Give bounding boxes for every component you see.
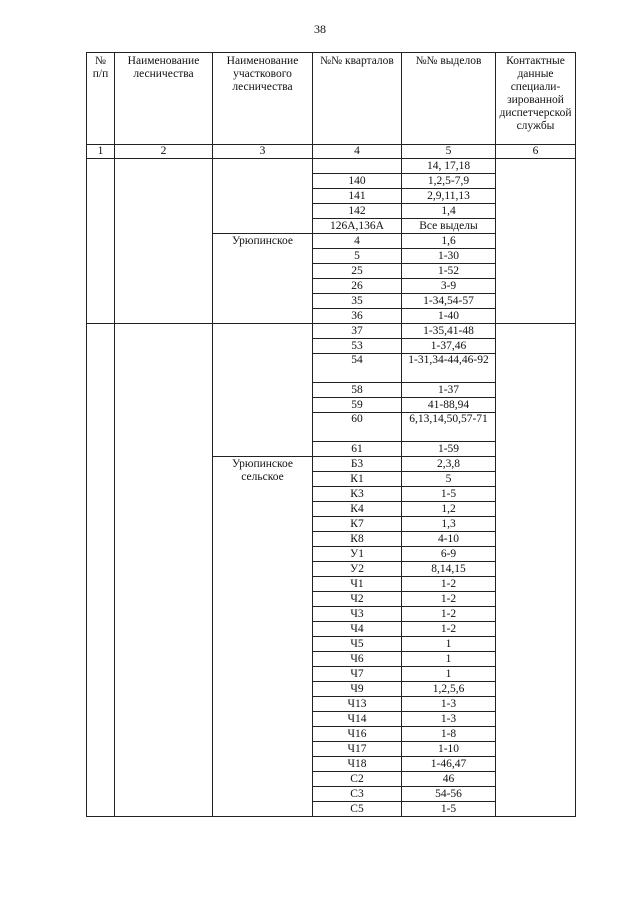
header-quarters: №№ кварталов [313,53,402,145]
cell-quarter: К3 [313,487,402,502]
cell-plots: 1-10 [402,742,496,757]
cell-plots: 1-31,34-44,46-92 [402,354,496,383]
cell-plots: 1-2 [402,592,496,607]
cell-quarter: К4 [313,502,402,517]
cell-plots: 8,14,15 [402,562,496,577]
cell-dispatch-contacts [496,324,576,817]
cell-plots: 1-3 [402,697,496,712]
cell-quarter: Ч6 [313,652,402,667]
cell-plots: 1,2 [402,502,496,517]
page-number: 38 [314,22,326,36]
cell-district-forestry: Урюпинское [213,234,313,324]
cell-quarter [313,159,402,174]
cell-quarter: 54 [313,354,402,383]
cell-plots: 5 [402,472,496,487]
cell-plots: 1-40 [402,309,496,324]
cell-quarter: Ч1 [313,577,402,592]
cell-forestry [115,324,213,817]
cell-quarter: 36 [313,309,402,324]
cell-quarter: 61 [313,442,402,457]
cell-quarter: У2 [313,562,402,577]
column-number-row [87,145,576,159]
table-row [87,324,576,339]
cell-quarter: 59 [313,398,402,413]
cell-plots: Все выделы [402,219,496,234]
table-body [87,159,576,817]
cell-quarter: 26 [313,279,402,294]
cell-quarter: 5 [313,249,402,264]
cell-quarter: Ч9 [313,682,402,697]
cell-quarter: К7 [313,517,402,532]
cell-plots: 1 [402,667,496,682]
cell-quarter: С2 [313,772,402,787]
forestry-table [86,52,576,817]
cell-quarter: 60 [313,413,402,442]
cell-quarter: Ч4 [313,622,402,637]
cell-quarter: 141 [313,189,402,204]
cell-quarter: К1 [313,472,402,487]
cell-forestry [115,159,213,324]
column-number: 3 [213,145,313,159]
cell-quarter: Ч3 [313,607,402,622]
cell-quarter: 142 [313,204,402,219]
cell-plots: 46 [402,772,496,787]
cell-plots: 1-37,46 [402,339,496,354]
cell-plots: 1-59 [402,442,496,457]
cell-plots: 1-2 [402,622,496,637]
cell-number [87,324,115,817]
cell-quarter: Б3 [313,457,402,472]
cell-plots: 1,4 [402,204,496,219]
column-number: 5 [402,145,496,159]
cell-plots: 1,2,5,6 [402,682,496,697]
cell-plots: 2,3,8 [402,457,496,472]
cell-plots: 1-2 [402,607,496,622]
column-number: 4 [313,145,402,159]
cell-plots: 1-37 [402,383,496,398]
cell-number [87,159,115,324]
cell-plots: 6,13,14,50,57-71 [402,413,496,442]
cell-plots: 6-9 [402,547,496,562]
cell-plots: 14, 17,18 [402,159,496,174]
header-dispatch-contacts: Контактные данные специали-зированной диспетчерской службы [496,53,576,145]
cell-plots: 1-3 [402,712,496,727]
cell-dispatch-contacts [496,159,576,324]
header-district-forestry: Наименование участкового лесничества [213,53,313,145]
column-number: 1 [87,145,115,159]
cell-quarter: Ч5 [313,637,402,652]
cell-district-forestry: Урюпинское сельское [213,457,313,817]
cell-plots: 1-34,54-57 [402,294,496,309]
cell-quarter: Ч7 [313,667,402,682]
cell-quarter: 25 [313,264,402,279]
cell-district-empty [213,159,313,234]
cell-district-empty [213,324,313,457]
cell-plots: 4-10 [402,532,496,547]
cell-plots: 1-30 [402,249,496,264]
cell-quarter: 37 [313,324,402,339]
table-row [87,159,576,174]
cell-quarter: Ч2 [313,592,402,607]
header-number: № п/п [87,53,115,145]
cell-plots: 1,2,5-7,9 [402,174,496,189]
header-row [87,53,576,145]
column-number: 6 [496,145,576,159]
cell-plots: 1-8 [402,727,496,742]
cell-quarter: 35 [313,294,402,309]
cell-plots: 1-5 [402,487,496,502]
header-plots: №№ выделов [402,53,496,145]
cell-plots: 1 [402,637,496,652]
cell-quarter: Ч17 [313,742,402,757]
cell-quarter: Ч18 [313,757,402,772]
cell-quarter: Ч13 [313,697,402,712]
cell-plots: 1-52 [402,264,496,279]
column-number: 2 [115,145,213,159]
cell-plots: 1-35,41-48 [402,324,496,339]
cell-plots: 2,9,11,13 [402,189,496,204]
cell-quarter: 126А,136А [313,219,402,234]
cell-quarter: С3 [313,787,402,802]
cell-plots: 1-46,47 [402,757,496,772]
cell-quarter: У1 [313,547,402,562]
cell-plots: 41-88,94 [402,398,496,413]
cell-quarter: К8 [313,532,402,547]
cell-plots: 1,6 [402,234,496,249]
cell-plots: 3-9 [402,279,496,294]
cell-quarter: 53 [313,339,402,354]
cell-quarter: 140 [313,174,402,189]
header-forestry: Наименование лесничества [115,53,213,145]
cell-plots: 1-5 [402,802,496,817]
cell-quarter: Ч16 [313,727,402,742]
cell-plots: 1-2 [402,577,496,592]
cell-plots: 1,3 [402,517,496,532]
cell-plots: 1 [402,652,496,667]
cell-quarter: С5 [313,802,402,817]
cell-quarter: 58 [313,383,402,398]
cell-quarter: Ч14 [313,712,402,727]
cell-quarter: 4 [313,234,402,249]
cell-plots: 54-56 [402,787,496,802]
